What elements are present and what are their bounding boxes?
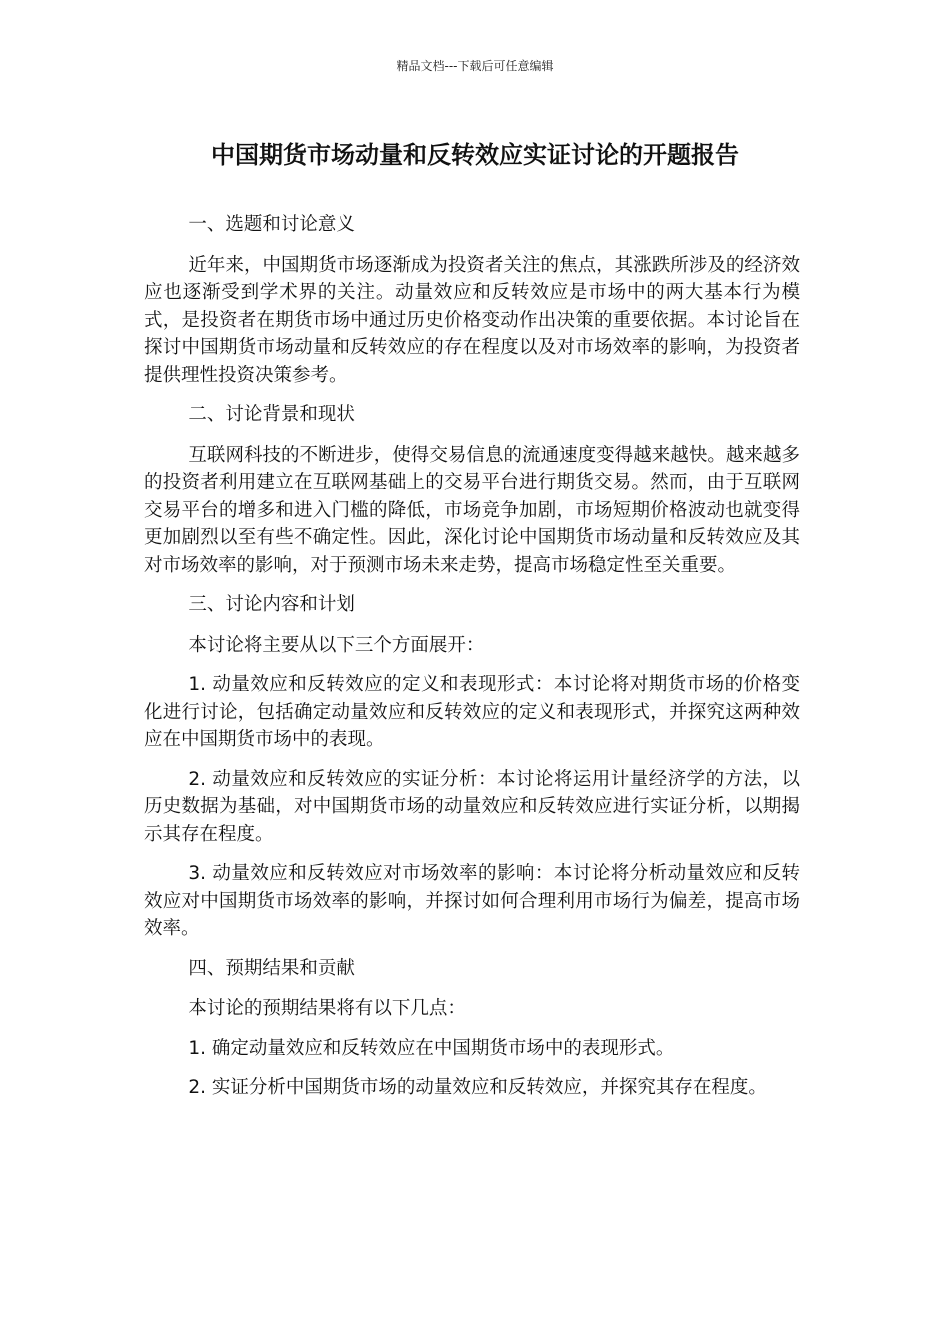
document-body <box>144 211 800 1114</box>
section-heading: 二、讨论背景和现状 <box>188 404 355 425</box>
list-item: 1. 动量效应和反转效应的定义和表现形式：本讨论将对期货市场的价格变化进行讨论，包括确定动量效应和反转效应的定义和表现形式，并探究这两种效应在中国期货市场中的表现。 <box>144 674 800 750</box>
section-heading: 一、选题和讨论意义 <box>188 214 355 235</box>
document-title: 中国期货市场动量和反转效应实证讨论的开题报告 <box>211 141 739 169</box>
section-heading: 三、讨论内容和计划 <box>188 594 355 615</box>
body-paragraph: 本讨论将主要从以下三个方面展开： <box>188 634 485 656</box>
list-item: 2. 动量效应和反转效应的实证分析：本讨论将运用计量经济学的方法，以历史数据为基础，对中国期货市场的动量效应和反转效应进行实证分析，以期揭示其存在程度。 <box>144 768 800 845</box>
header-note: 精品文档---下载后可任意编辑 <box>396 59 554 73</box>
list-item: 2. 实证分析中国期货市场的动量效应和反转效应，并探究其存在程度。 <box>188 1077 767 1098</box>
body-paragraph: 近年来，中国期货市场逐渐成为投资者关注的焦点，其涨跌所涉及的经济效应也逐渐受到学术界的关注。动量效应和反转效应是市场中的两大基本行为模式，是投资者在期货市场中通过历史价格变动作出决策的重要依据。本讨论旨在探讨中国期货市场动量和反转效应的存在程度以及对市场效率的影响，为投资者提供理性投资决策参考。 <box>144 254 800 386</box>
list-item: 1. 确定动量效应和反转效应在中国期货市场中的表现形式。 <box>188 1037 675 1059</box>
body-paragraph: 互联网科技的不断进步，使得交易信息的流通速度变得越来越快。越来越多的投资者利用建立在互联网基础上的交易平台进行期货交易。然而，由于互联网交易平台的增多和进入门槛的降低，市场竞争加剧，市场短期价格波动也就变得更加剧烈以至有些不确定性。因此，深化讨论中国期货市场动量和反转效应及其对市场效率的影响，对于预测市场未来走势，提高市场稳定性至关重要。 <box>144 444 800 576</box>
list-item: 3. 动量效应和反转效应对市场效率的影响：本讨论将分析动量效应和反转效应对中国期货市场效率的影响，并探讨如何合理利用市场行为偏差，提高市场效率。 <box>144 863 800 939</box>
section-heading: 四、预期结果和贡献 <box>188 957 355 979</box>
body-paragraph: 本讨论的预期结果将有以下几点： <box>188 998 466 1019</box>
